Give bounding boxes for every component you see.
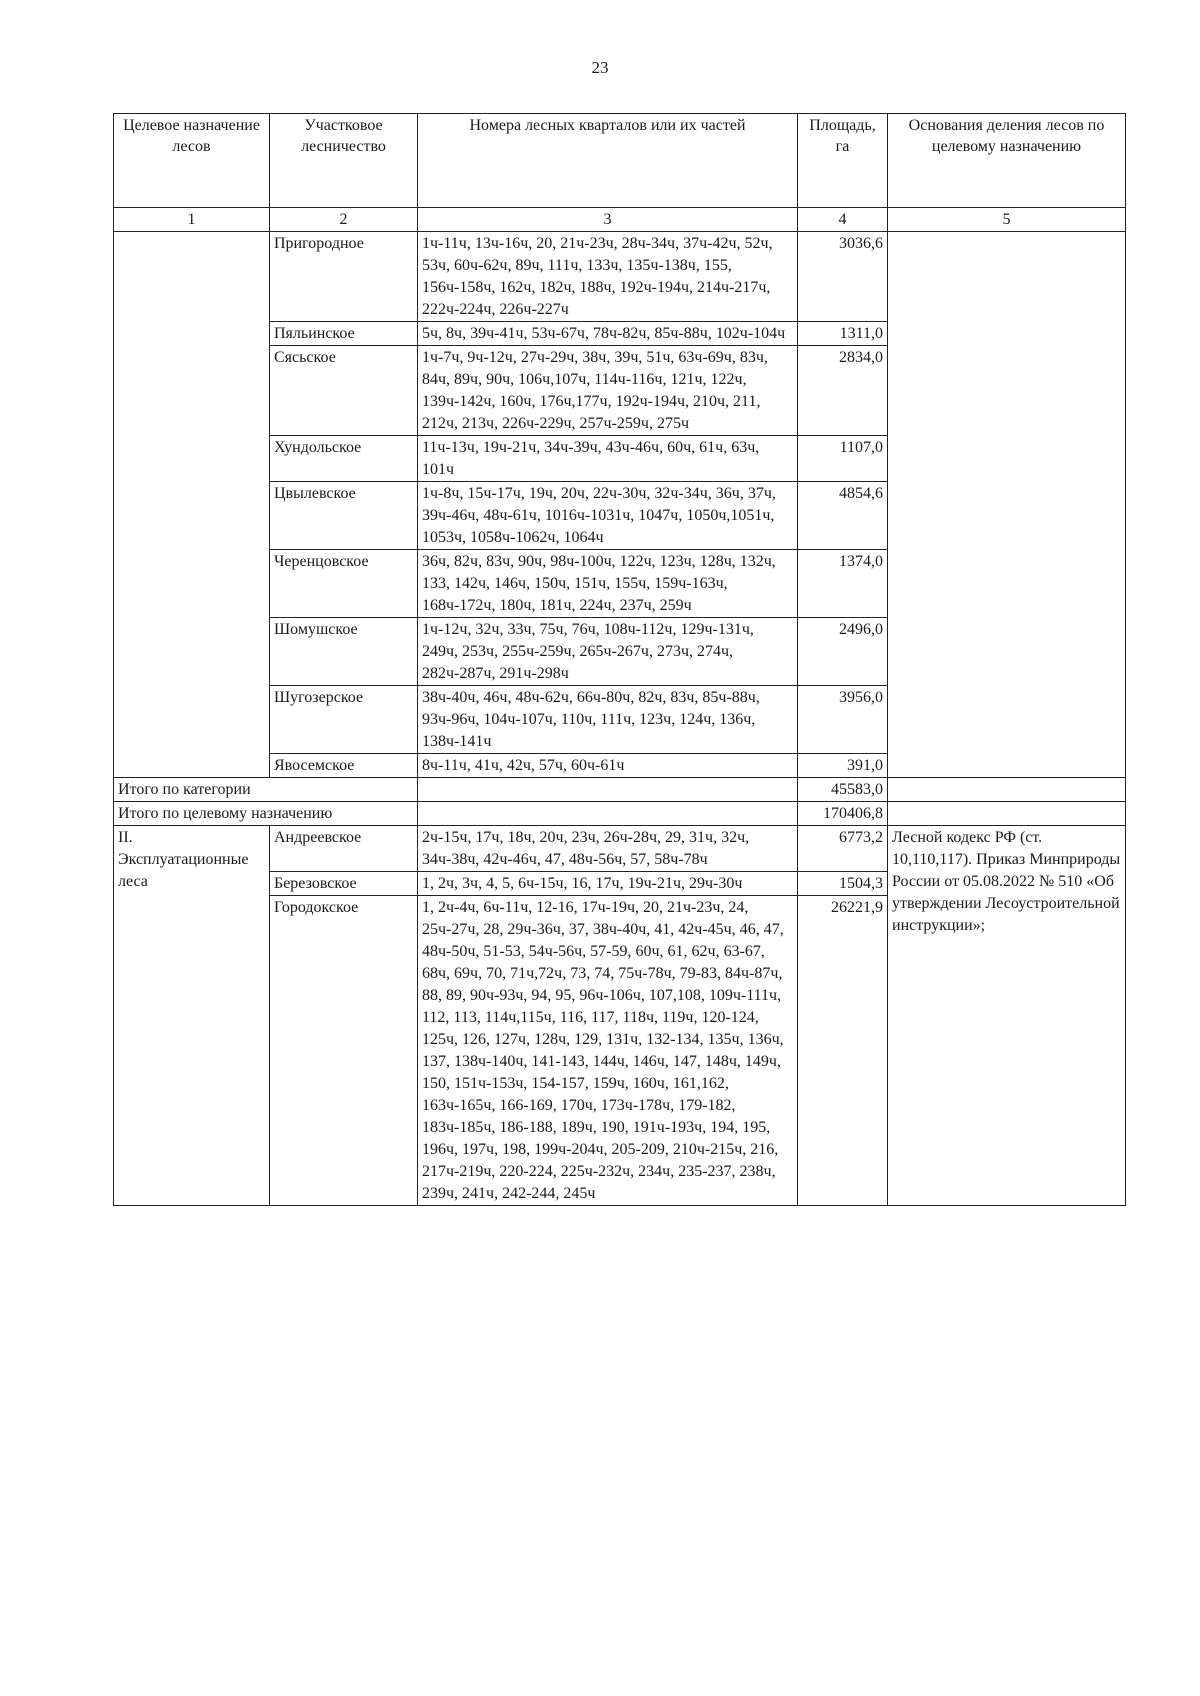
quarters-cell: 1ч-8ч, 15ч-17ч, 19ч, 20ч, 22ч-30ч, 32ч-34ч, 36ч, 37ч, 39ч-46ч, 48ч-61ч, 1016ч-1031ч, 1047ч, 1050ч,1051ч, 1053ч, 1058ч-1062ч, 1064ч <box>418 482 798 550</box>
forestry-cell: Андреевское <box>270 826 418 872</box>
column-number: 3 <box>418 208 798 232</box>
forestry-cell: Черенцовское <box>270 550 418 618</box>
forestry-cell: Пригородное <box>270 232 418 322</box>
area-cell: 4854,6 <box>798 482 888 550</box>
total-purpose-label: Итого по целевому назначению <box>114 802 418 826</box>
quarters-cell: 1, 2ч-4ч, 6ч-11ч, 12-16, 17ч-19ч, 20, 21ч-23ч, 24, 25ч-27ч, 28, 29ч-36ч, 37, 38ч-40ч, 41, 42ч-45ч, 46, 47, 48ч-50ч, 51-53, 54ч-56ч, 57-59, 60ч, 61, 62ч, 63-67, 68ч, 69ч, 70, 71ч,72ч, 73, 74, 75ч-78ч, 79-83, 84ч-87ч, 88, 89, 90ч-93ч, 94, 95, 96ч-106ч, 107,108, 109ч-111ч, 112, 113, 114ч,115ч, 116, 117, 118ч, 119ч, 120-124, 125ч, 126, 127ч, 128ч, 129, 131ч, 132-134, 135ч, 136ч, 137, 138ч-140ч, 141-143, 144ч, 146ч, 147, 148ч, 149ч, 150, 151ч-153ч, 154-157, 159ч, 160ч, 161,162, 163ч-165ч, 166-169, 170ч, 173ч-178ч, 179-182, 183ч-185ч, 186-188, 189ч, 190, 191ч-193ч, 194, 195, 196ч, 197ч, 198, 199ч-204ч, 205-209, 210ч-215ч, 216, 217ч-219ч, 220-224, 225ч-232ч, 234ч, 235-237, 238ч, 239ч, 241ч, 242-244, 245ч <box>418 896 798 1206</box>
forest-table <box>113 113 1126 1206</box>
header-area: Площадь, га <box>798 114 888 208</box>
page-number: 23 <box>591 58 609 77</box>
area-cell: 3956,0 <box>798 686 888 754</box>
total-category-label: Итого по категории <box>114 778 418 802</box>
area-cell: 1374,0 <box>798 550 888 618</box>
area-cell: 1504,3 <box>798 872 888 896</box>
area-cell: 3036,6 <box>798 232 888 322</box>
quarters-cell: 5ч, 8ч, 39ч-41ч, 53ч-67ч, 78ч-82ч, 85ч-88ч, 102ч-104ч <box>418 322 798 346</box>
header-basis: Основания деления лесов по целевому назначению <box>888 114 1126 208</box>
header-purpose: Целевое назначение лесов <box>114 114 270 208</box>
basis-cell-empty <box>888 232 1126 778</box>
quarters-cell: 1ч-7ч, 9ч-12ч, 27ч-29ч, 38ч, 39ч, 51ч, 63ч-69ч, 83ч, 84ч, 89ч, 90ч, 106ч,107ч, 114ч-116ч, 121ч, 122ч, 139ч-142ч, 160ч, 176ч,177ч, 192ч-194ч, 210ч, 211, 212ч, 213ч, 226ч-229ч, 257ч-259ч, 275ч <box>418 346 798 436</box>
total-empty-cell <box>888 778 1126 802</box>
total-purpose-row <box>114 802 1126 826</box>
area-cell: 1311,0 <box>798 322 888 346</box>
forestry-cell: Цвылевское <box>270 482 418 550</box>
area-cell: 391,0 <box>798 754 888 778</box>
table-header-row <box>114 114 1126 208</box>
forestry-cell: Березовское <box>270 872 418 896</box>
header-forestry: Участковое лесничество <box>270 114 418 208</box>
column-number: 4 <box>798 208 888 232</box>
forestry-cell: Городокское <box>270 896 418 1206</box>
forestry-cell: Шугозерское <box>270 686 418 754</box>
quarters-cell: 8ч-11ч, 41ч, 42ч, 57ч, 60ч-61ч <box>418 754 798 778</box>
column-number: 5 <box>888 208 1126 232</box>
quarters-cell: 36ч, 82ч, 83ч, 90ч, 98ч-100ч, 122ч, 123ч, 128ч, 132ч, 133, 142ч, 146ч, 150ч, 151ч, 155ч, 159ч-163ч, 168ч-172ч, 180ч, 181ч, 224ч, 237ч, 259ч <box>418 550 798 618</box>
header-quarters: Номера лесных кварталов или их частей <box>418 114 798 208</box>
area-cell: 1107,0 <box>798 436 888 482</box>
area-cell: 2834,0 <box>798 346 888 436</box>
area-cell: 2496,0 <box>798 618 888 686</box>
basis-cell: Лесной кодекс РФ (ст. 10,110,117). Приказ Минприроды России от 05.08.2022 № 510 «Об утверждении Лесоустроительной инструкции»; <box>888 826 1126 1206</box>
total-category-row <box>114 778 1126 802</box>
forestry-cell: Хундольское <box>270 436 418 482</box>
quarters-cell: 1ч-12ч, 32ч, 33ч, 75ч, 76ч, 108ч-112ч, 129ч-131ч, 249ч, 253ч, 255ч-259ч, 265ч-267ч, 273ч, 274ч, 282ч-287ч, 291ч-298ч <box>418 618 798 686</box>
forestry-cell: Шомушское <box>270 618 418 686</box>
table-row <box>114 232 1126 322</box>
total-purpose-value: 170406,8 <box>798 802 888 826</box>
forestry-cell: Сясьское <box>270 346 418 436</box>
purpose-cell: II. Эксплуатационные леса <box>114 826 270 1206</box>
column-number: 2 <box>270 208 418 232</box>
area-cell: 26221,9 <box>798 896 888 1206</box>
table-row <box>114 826 1126 872</box>
quarters-cell: 38ч-40ч, 46ч, 48ч-62ч, 66ч-80ч, 82ч, 83ч, 85ч-88ч, 93ч-96ч, 104ч-107ч, 110ч, 111ч, 123ч, 124ч, 136ч, 138ч-141ч <box>418 686 798 754</box>
purpose-cell-empty <box>114 232 270 778</box>
column-number: 1 <box>114 208 270 232</box>
forestry-cell: Пяльинское <box>270 322 418 346</box>
total-empty-cell <box>418 802 798 826</box>
quarters-cell: 1ч-11ч, 13ч-16ч, 20, 21ч-23ч, 28ч-34ч, 37ч-42ч, 52ч, 53ч, 60ч-62ч, 89ч, 111ч, 133ч, 135ч-138ч, 155, 156ч-158ч, 162ч, 182ч, 188ч, 192ч-194ч, 214ч-217ч, 222ч-224ч, 226ч-227ч <box>418 232 798 322</box>
total-empty-cell <box>418 778 798 802</box>
quarters-cell: 11ч-13ч, 19ч-21ч, 34ч-39ч, 43ч-46ч, 60ч, 61ч, 63ч, 101ч <box>418 436 798 482</box>
quarters-cell: 1, 2ч, 3ч, 4, 5, 6ч-15ч, 16, 17ч, 19ч-21ч, 29ч-30ч <box>418 872 798 896</box>
quarters-cell: 2ч-15ч, 17ч, 18ч, 20ч, 23ч, 26ч-28ч, 29, 31ч, 32ч, 34ч-38ч, 42ч-46ч, 47, 48ч-56ч, 57, 58ч-78ч <box>418 826 798 872</box>
forestry-cell: Явосемское <box>270 754 418 778</box>
area-cell: 6773,2 <box>798 826 888 872</box>
total-empty-cell <box>888 802 1126 826</box>
total-category-value: 45583,0 <box>798 778 888 802</box>
column-numbers-row <box>114 208 1126 232</box>
